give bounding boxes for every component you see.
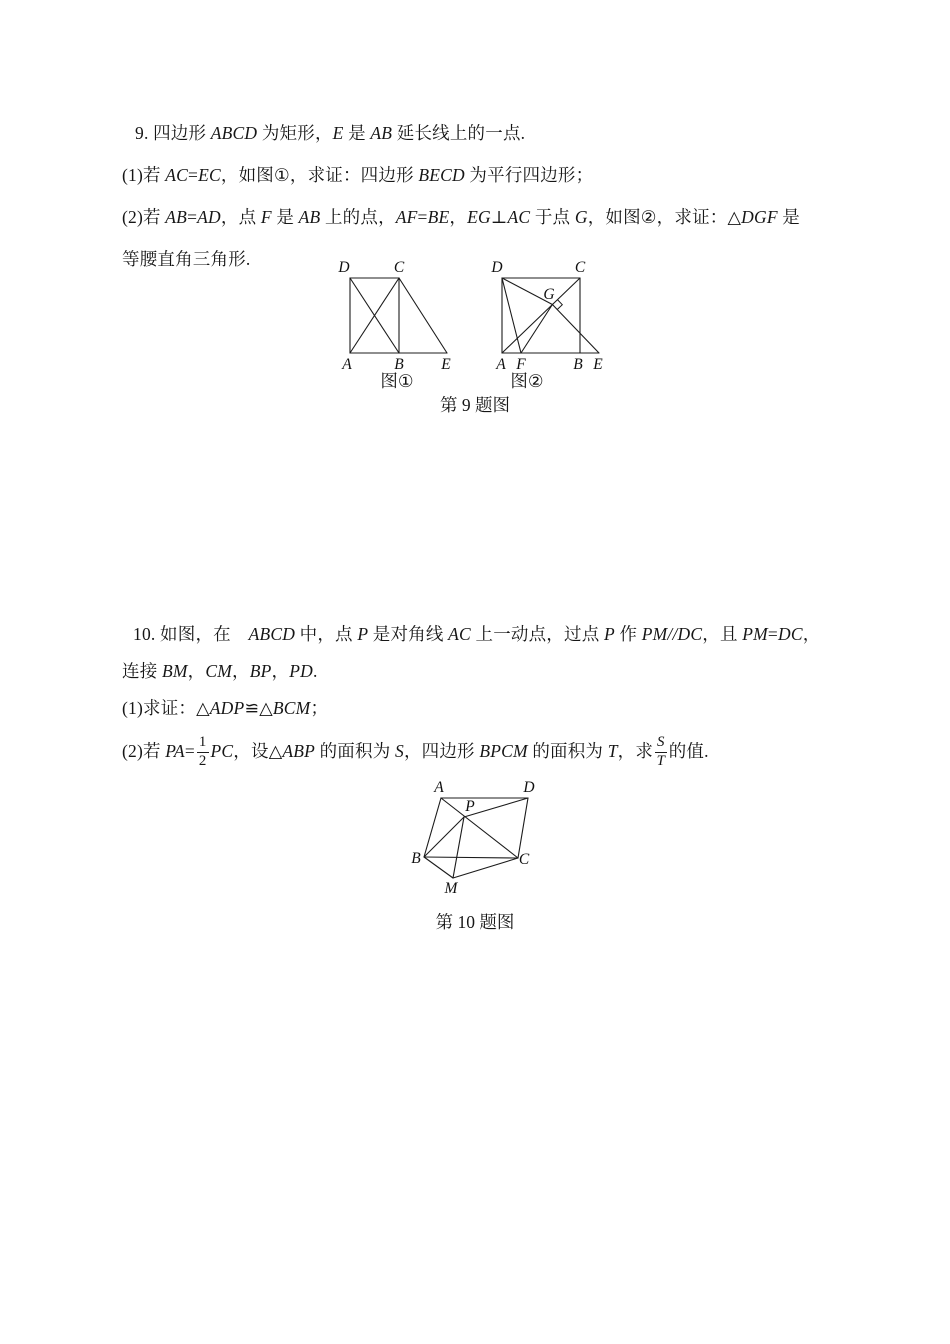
text-segment: BE bbox=[427, 207, 450, 227]
text-segment: AF bbox=[395, 207, 418, 227]
vertex-label-D: D bbox=[338, 259, 350, 276]
vertex-label-C: C bbox=[393, 259, 405, 276]
text-segment: AC bbox=[448, 624, 471, 644]
problem-9-line-1 bbox=[122, 123, 525, 144]
text-segment: AD bbox=[197, 207, 221, 227]
text-segment: DC bbox=[777, 624, 803, 644]
text-segment: ， bbox=[802, 624, 821, 644]
text-segment: ， bbox=[271, 661, 290, 681]
text-segment: ，求 bbox=[617, 741, 654, 762]
text-segment: 是 bbox=[271, 207, 299, 227]
figure-fig10 bbox=[411, 779, 534, 897]
text-segment: EG bbox=[467, 207, 491, 227]
vertex-label-B: B bbox=[573, 356, 583, 373]
text-segment: = bbox=[767, 624, 778, 644]
text-segment: 作 bbox=[614, 624, 642, 644]
text-segment: 等腰直角三角形. bbox=[122, 249, 251, 269]
vertex-label-E: E bbox=[593, 356, 603, 373]
segment-AC bbox=[502, 278, 580, 353]
vertex-label-C: C bbox=[574, 259, 586, 276]
text-segment: = bbox=[187, 207, 198, 227]
vertex-label-E: E bbox=[441, 356, 451, 373]
text-segment: 是 bbox=[777, 207, 800, 227]
segment-GE bbox=[552, 305, 599, 354]
text-segment: AC bbox=[507, 207, 531, 227]
text-segment: ， bbox=[232, 661, 250, 681]
text-segment: 延长线上的一点. bbox=[392, 123, 526, 143]
segment-BM bbox=[424, 857, 453, 878]
problem-9-line-2 bbox=[122, 165, 593, 186]
text-segment: ，如图①，求证：四边形 bbox=[220, 165, 419, 185]
segment-BC bbox=[424, 857, 518, 858]
text-segment: PM bbox=[742, 624, 768, 644]
fraction: $\frac{1}{2}$ bbox=[198, 734, 207, 769]
text-segment: E bbox=[332, 123, 344, 143]
text-segment: PC bbox=[210, 741, 234, 762]
text-segment: 的面积为 bbox=[527, 741, 608, 762]
text-segment: 中，点 bbox=[295, 624, 358, 644]
text-segment: ADP bbox=[209, 698, 245, 718]
text-segment: ，如图②，求证：△ bbox=[587, 207, 742, 227]
text-segment: (2)若 bbox=[122, 741, 166, 762]
text-segment: PD bbox=[289, 661, 313, 681]
text-segment: ， bbox=[449, 207, 468, 227]
text-segment: ABP bbox=[282, 741, 316, 762]
fraction: $\frac{S}{T}$ bbox=[656, 734, 666, 769]
problem-9-line-3 bbox=[122, 207, 800, 228]
problem-10-line-3 bbox=[122, 698, 328, 719]
text-segment: 上一动点，过点 bbox=[470, 624, 604, 644]
text-segment: = bbox=[188, 165, 199, 185]
text-segment: (1)若 bbox=[122, 165, 166, 185]
text-segment: BCM bbox=[272, 698, 311, 718]
text-segment: AB bbox=[370, 123, 393, 143]
segment-CE bbox=[399, 278, 447, 353]
text-segment: ， bbox=[187, 661, 206, 681]
text-segment bbox=[231, 624, 249, 644]
text-segment: 为平行四边形； bbox=[464, 165, 594, 185]
text-segment: 为矩形， bbox=[257, 123, 333, 143]
text-segment: CM bbox=[205, 661, 233, 681]
text-segment: ，点 bbox=[220, 207, 261, 227]
text-segment: 是 bbox=[343, 123, 371, 143]
vertex-label-D: D bbox=[491, 259, 503, 276]
right-angle-mark bbox=[557, 300, 562, 310]
vertex-label-B: B bbox=[411, 850, 421, 867]
vertex-label-A: A bbox=[342, 356, 352, 373]
text-segment: = bbox=[184, 741, 195, 762]
vertex-label-C: C bbox=[518, 851, 530, 868]
text-segment: BM bbox=[161, 661, 188, 681]
text-segment: EC bbox=[198, 165, 221, 185]
text-segment: ； bbox=[310, 698, 329, 718]
text-segment: 上的点， bbox=[320, 207, 396, 227]
text-segment: (2)若 bbox=[122, 207, 166, 227]
vertex-label-D: D bbox=[523, 779, 535, 796]
text-segment: . bbox=[312, 661, 318, 681]
caption-figure-1: 图① bbox=[380, 371, 414, 391]
text-segment: (1)求证：△ bbox=[122, 698, 210, 718]
vertex-label-B: B bbox=[394, 356, 404, 373]
text-segment: AB bbox=[298, 207, 321, 227]
figure-fig9_2 bbox=[490, 259, 603, 373]
text-segment: P bbox=[357, 624, 369, 644]
text-segment: 于点 bbox=[530, 207, 575, 227]
text-segment: = bbox=[417, 207, 428, 227]
text-segment: DGF bbox=[741, 207, 778, 227]
caption-problem-10-figure: 第 10 题图 bbox=[435, 912, 515, 932]
text-segment: 10. 如图，在 bbox=[133, 624, 231, 644]
problem-10-line-4 bbox=[122, 736, 709, 770]
text-segment: 连接 bbox=[122, 661, 162, 681]
text-segment: 的值. bbox=[668, 741, 709, 762]
vertex-label-G: G bbox=[543, 286, 555, 303]
segment-DF bbox=[502, 278, 521, 353]
text-segment: // bbox=[667, 624, 678, 644]
text-segment: DC bbox=[677, 624, 703, 644]
text-segment: ABCD bbox=[248, 624, 296, 644]
vertex-label-F: F bbox=[516, 356, 526, 373]
text-segment: 9. 四边形 bbox=[135, 123, 211, 143]
vertex-label-P: P bbox=[465, 798, 475, 815]
caption-figure-2: 图② bbox=[510, 371, 544, 391]
text-segment: BP bbox=[249, 661, 272, 681]
text-segment: F bbox=[260, 207, 272, 227]
problem-10-line-1 bbox=[122, 624, 820, 645]
text-segment: AB bbox=[165, 207, 188, 227]
text-segment: S bbox=[394, 741, 404, 762]
text-segment: AC bbox=[165, 165, 189, 185]
text-segment: ，且 bbox=[702, 624, 743, 644]
text-segment: 的面积为 bbox=[315, 741, 395, 762]
problem-9-line-4 bbox=[122, 249, 250, 270]
segment-MC bbox=[453, 858, 518, 878]
text-segment: PM bbox=[641, 624, 668, 644]
text-segment: BPCM bbox=[479, 741, 528, 762]
text-segment: 是对角线 bbox=[368, 624, 449, 644]
text-segment: ⊥ bbox=[490, 207, 508, 227]
text-segment: BECD bbox=[418, 165, 465, 185]
text-segment: ，设△ bbox=[233, 741, 283, 762]
vertex-label-M: M bbox=[444, 880, 458, 897]
text-segment: PA bbox=[165, 741, 185, 762]
text-segment: ABCD bbox=[210, 123, 258, 143]
caption-problem-9-figure: 第 9 题图 bbox=[440, 395, 510, 415]
text-segment: G bbox=[574, 207, 588, 227]
problem-10-line-2 bbox=[122, 661, 318, 682]
text-segment: ，四边形 bbox=[403, 741, 480, 762]
text-segment: T bbox=[607, 741, 618, 762]
text-segment: P bbox=[603, 624, 615, 644]
vertex-label-A: A bbox=[496, 356, 506, 373]
text-segment: ≌△ bbox=[244, 698, 273, 718]
figure-fig9_1 bbox=[337, 259, 451, 373]
vertex-label-A: A bbox=[434, 779, 444, 796]
segment-FG bbox=[521, 305, 552, 354]
segment-CD bbox=[518, 798, 528, 858]
